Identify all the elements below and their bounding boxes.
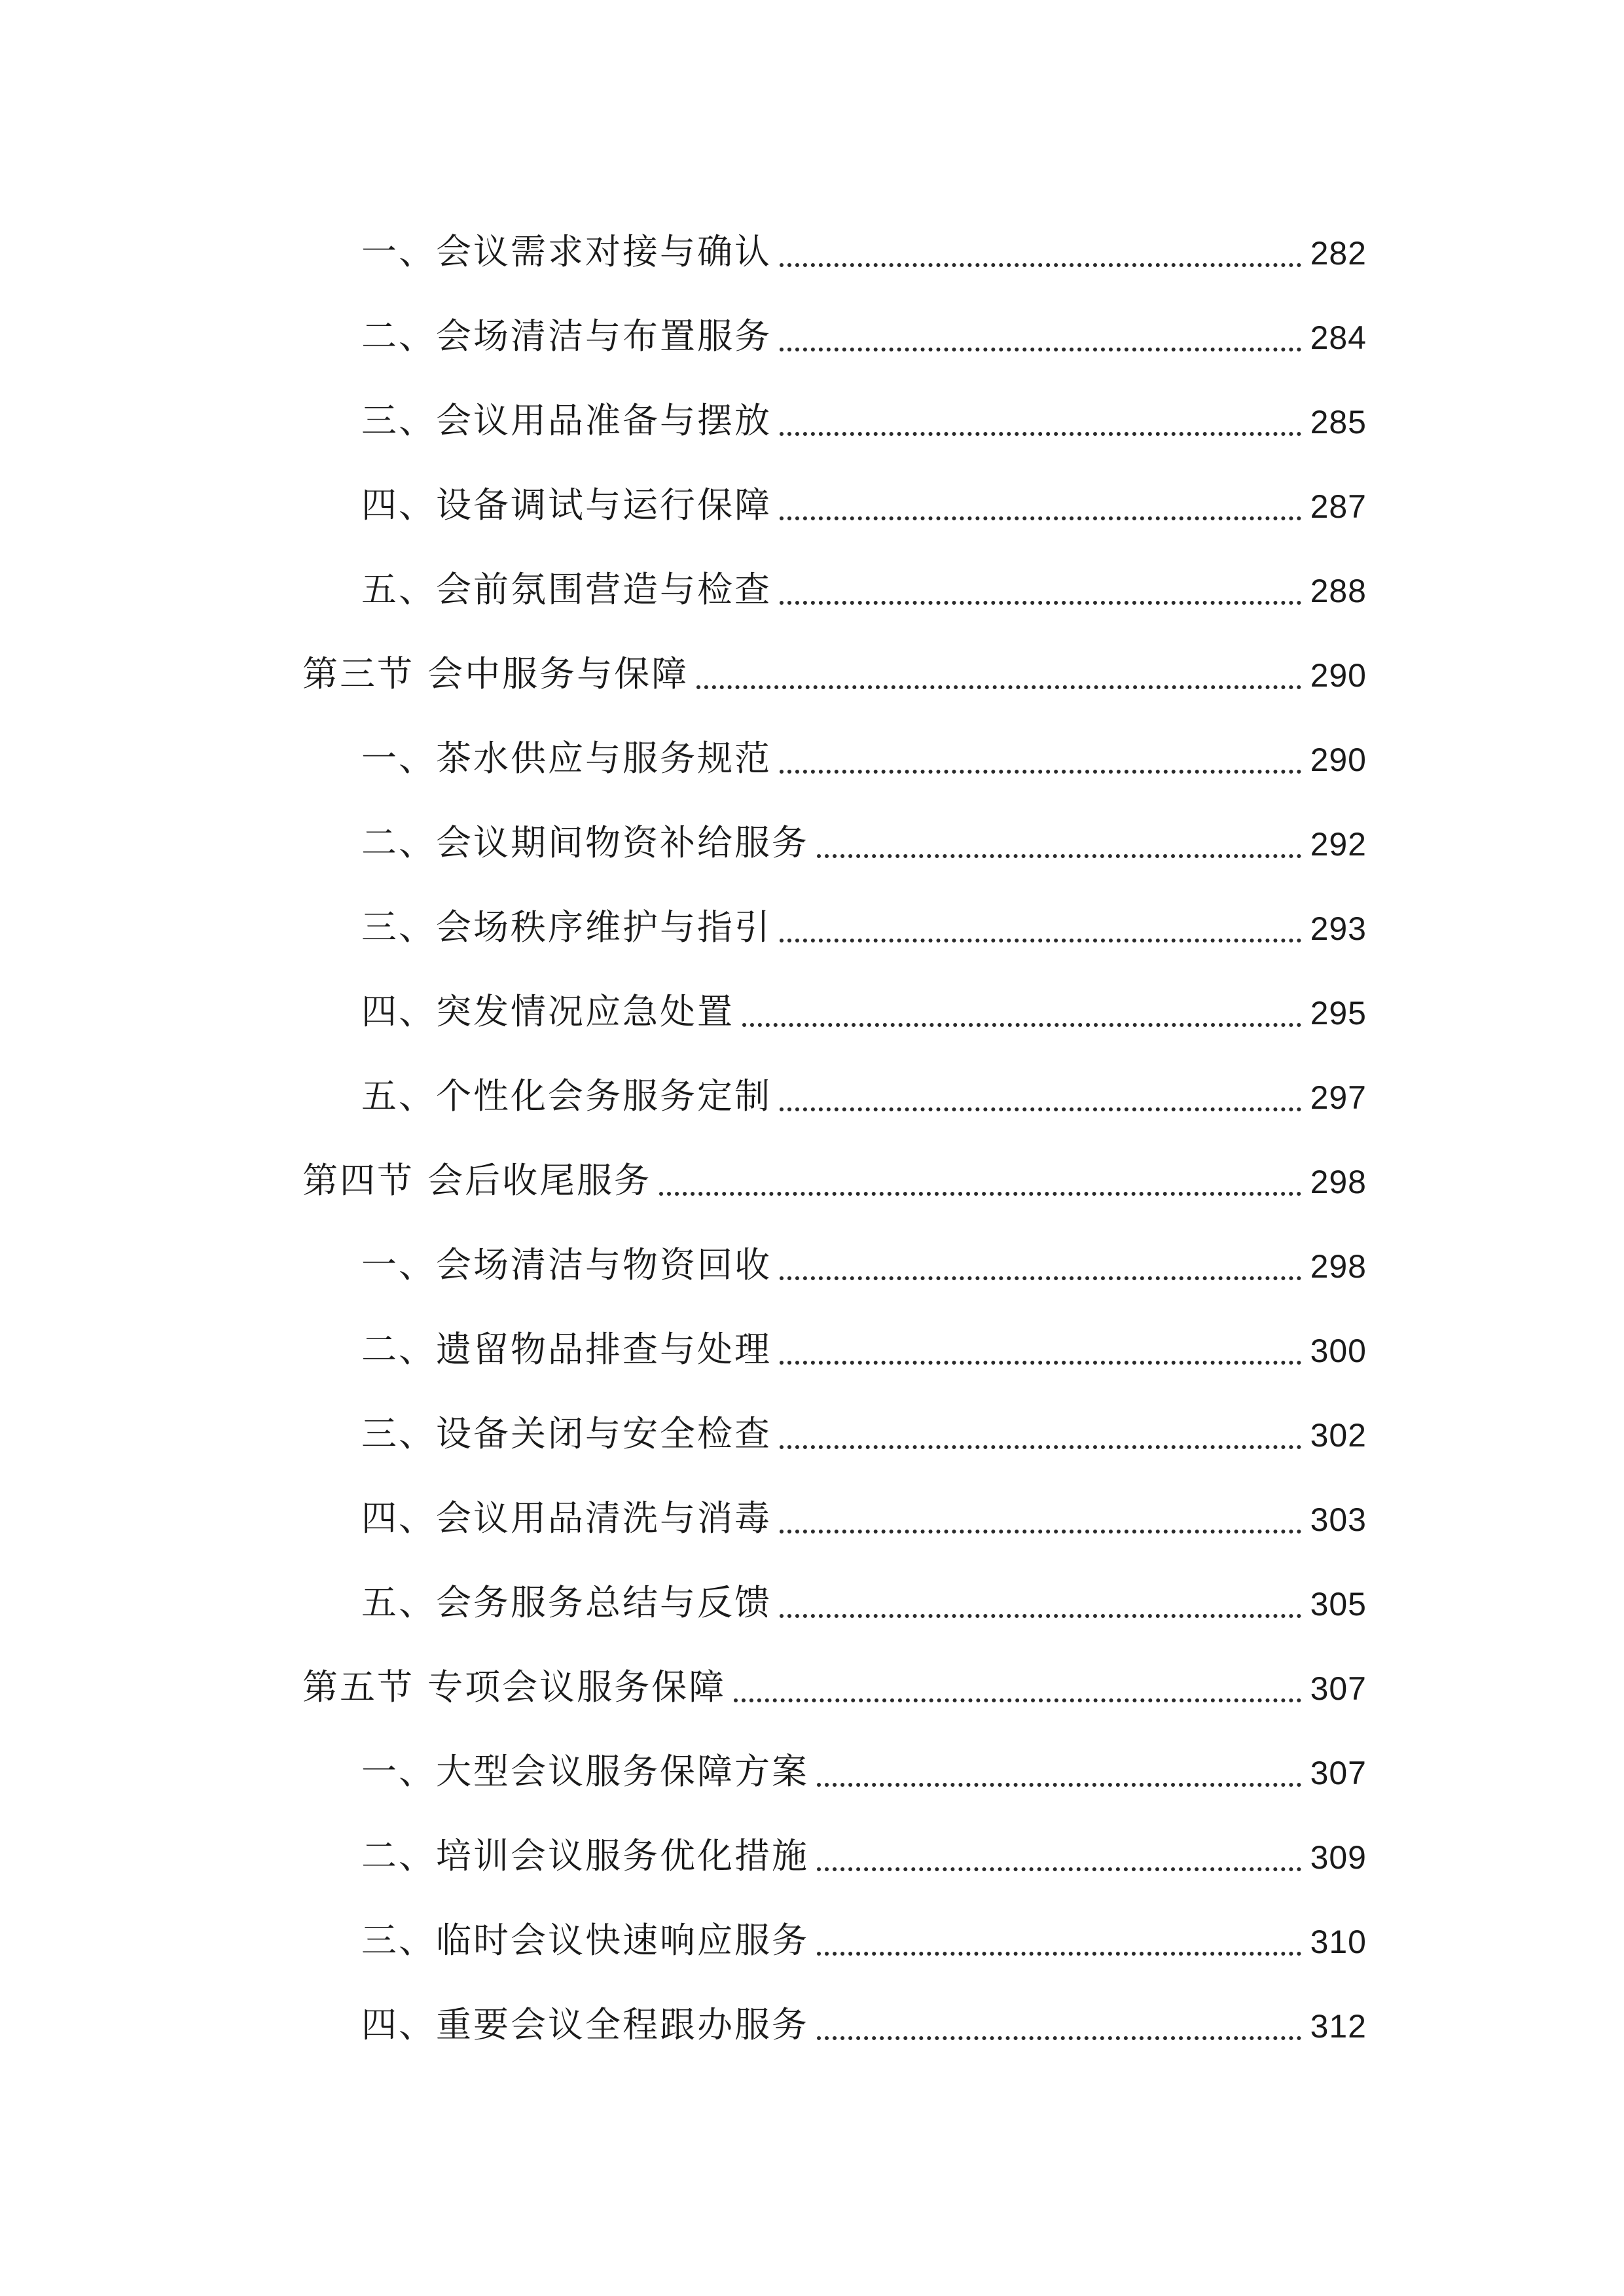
toc-entry-page: 290	[1310, 657, 1367, 694]
toc-entry[interactable]	[361, 886, 1367, 948]
dot-leader	[817, 2036, 1301, 2040]
toc-entry[interactable]	[361, 1055, 1367, 1117]
toc-entry-title: 二、遗留物品排查与处理	[361, 1329, 772, 1370]
dot-leader	[817, 854, 1301, 858]
toc-entry-page: 298	[1310, 1248, 1367, 1285]
toc-entry-page: 298	[1310, 1164, 1367, 1200]
toc-entry-page: 285	[1310, 404, 1367, 440]
toc-entry[interactable]	[361, 717, 1367, 779]
toc-entry-title: 二、会场清洁与布置服务	[361, 315, 772, 357]
dot-leader	[817, 1783, 1301, 1787]
toc-entry-page: 282	[1310, 235, 1367, 272]
toc-entry-page: 287	[1310, 488, 1367, 525]
toc-entry-page: 297	[1310, 1079, 1367, 1116]
dot-leader	[780, 1530, 1301, 1534]
dot-leader	[734, 1698, 1301, 1702]
toc-entry-title: 三、会议用品准备与摆放	[361, 400, 772, 441]
toc-entry-page: 310	[1310, 1924, 1367, 1960]
toc-entry-title: 四、会议用品清洗与消毒	[361, 1498, 772, 1539]
toc-entry[interactable]	[361, 464, 1367, 526]
toc-entry-page: 293	[1310, 910, 1367, 947]
dot-leader	[780, 1107, 1301, 1111]
dot-leader	[780, 432, 1301, 436]
toc-entry[interactable]	[361, 971, 1367, 1030]
toc-entry-title: 一、会议需求对接与确认	[361, 231, 772, 272]
toc-entry-title: 一、茶水供应与服务规范	[361, 738, 772, 779]
toc-entry-page: 284	[1310, 319, 1367, 356]
toc-entry[interactable]	[361, 1477, 1367, 1539]
toc-entry-page: 295	[1310, 995, 1367, 1031]
toc-entry-page: 307	[1310, 1755, 1367, 1791]
dot-leader	[780, 516, 1301, 520]
toc-entry-title: 二、会议期间物资补给服务	[361, 822, 809, 863]
dot-leader	[780, 601, 1301, 605]
toc-entry-title: 四、重要会议全程跟办服务	[361, 2004, 809, 2045]
dot-leader	[780, 1445, 1301, 1449]
toc-entry-title: 四、突发情况应急处置	[361, 991, 734, 1032]
dot-leader	[780, 1276, 1301, 1280]
toc-entry[interactable]	[361, 1731, 1367, 1792]
toc-entry-title: 一、大型会议服务保障方案	[361, 1751, 809, 1792]
toc-entry-page: 302	[1310, 1417, 1367, 1454]
dot-leader	[780, 263, 1301, 267]
toc-entry[interactable]	[361, 1562, 1367, 1621]
toc-entry-page: 305	[1310, 1586, 1367, 1623]
toc-entry[interactable]	[361, 295, 1367, 357]
dot-leader	[659, 1192, 1301, 1196]
toc-section-entry[interactable]	[302, 1646, 1367, 1708]
toc-entry[interactable]	[361, 1899, 1367, 1961]
toc-entry-title: 第五节 专项会议服务保障	[302, 1666, 727, 1708]
dot-leader	[817, 1867, 1301, 1871]
dot-leader	[696, 685, 1301, 689]
dot-leader	[817, 1952, 1301, 1956]
toc-entry-title: 第四节 会后收尾服务	[302, 1160, 652, 1201]
toc-entry-title: 五、个性化会务服务定制	[361, 1075, 772, 1117]
toc-entry-page: 303	[1310, 1501, 1367, 1538]
toc-entry[interactable]	[361, 1308, 1367, 1370]
dot-leader	[780, 1614, 1301, 1618]
toc-entry-title: 四、设备调试与运行保障	[361, 484, 772, 526]
toc-entry-page: 307	[1310, 1670, 1367, 1707]
toc-entry[interactable]	[361, 548, 1367, 610]
dot-leader	[780, 770, 1301, 774]
dot-leader	[780, 1361, 1301, 1365]
toc-entry[interactable]	[361, 1815, 1367, 1874]
toc-entry-page: 288	[1310, 573, 1367, 609]
toc-entry-title: 五、会务服务总结与反馈	[361, 1582, 772, 1623]
toc-entry-title: 二、培训会议服务优化措施	[361, 1835, 809, 1876]
toc-entry-page: 300	[1310, 1333, 1367, 1369]
dot-leader	[780, 939, 1301, 942]
toc-entry-page: 292	[1310, 826, 1367, 863]
toc-entry-title: 一、会场清洁与物资回收	[361, 1244, 772, 1285]
toc-entry-title: 三、临时会议快速响应服务	[361, 1920, 809, 1961]
dot-leader	[780, 348, 1301, 351]
toc-entry-title: 三、会场秩序维护与指引	[361, 906, 772, 948]
toc-entry-title: 三、设备关闭与安全检查	[361, 1413, 772, 1454]
toc-section-entry[interactable]	[302, 1139, 1367, 1201]
toc-entry-title: 第三节 会中服务与保障	[302, 653, 689, 694]
toc-section-entry[interactable]	[302, 633, 1367, 692]
toc-entry[interactable]	[361, 1984, 1367, 2043]
toc-entry[interactable]	[361, 1393, 1367, 1452]
toc-entry[interactable]	[361, 1224, 1367, 1283]
toc-entry-page: 309	[1310, 1839, 1367, 1876]
toc-entry[interactable]	[361, 802, 1367, 861]
toc-entry[interactable]	[361, 211, 1367, 270]
dot-leader	[742, 1023, 1301, 1027]
toc-entry-title: 五、会前氛围营造与检查	[361, 569, 772, 610]
toc-entry[interactable]	[361, 380, 1367, 439]
toc-entry-page: 312	[1310, 2008, 1367, 2045]
toc-entry-page: 290	[1310, 742, 1367, 778]
